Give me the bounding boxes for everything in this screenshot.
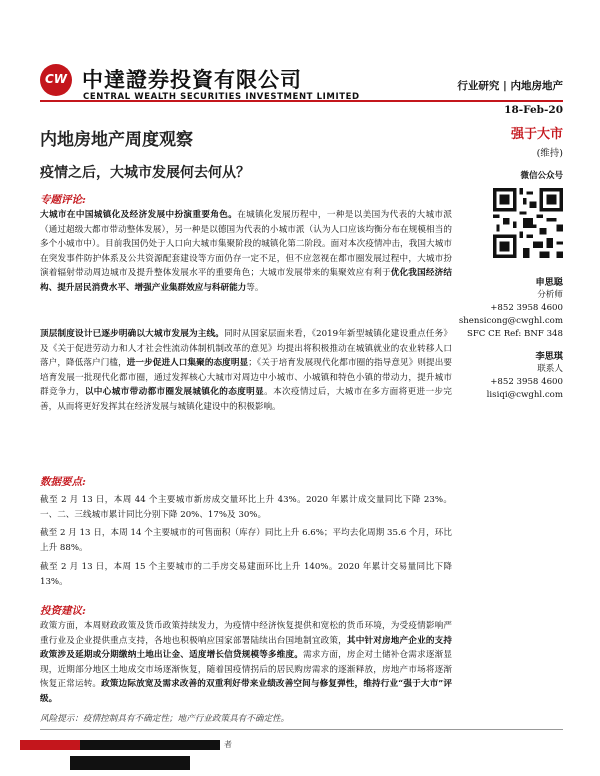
footer-redacted-black [80, 740, 220, 750]
p2-highlight: 进一步促进人口集聚的态度明显 [126, 358, 249, 369]
logo-text: CW [44, 72, 68, 86]
company-name-en: CENTRAL WEALTH SECURITIES INVESTMENT LIMITED [83, 92, 360, 102]
analyst-phone: +852 3958 4600 [490, 377, 563, 387]
report-subtitle: 疫情之后，大城市发展何去何从？ [40, 165, 250, 181]
p2-body: 同时从国家层面来看，《2019年新型城镇化建设重点任务》及《关于促进劳动力和人才社会性流动体制机制改革的意见》均提出将积极推动在城镇就业的农业转移人口落户，降低落户门槛， [40, 329, 452, 369]
p1-body: 在城镇化发展历程中，一种是以美国为代表的大城市派（通过超级大都市带动整体发展），另一种是以德国为代表的小城市派（认为人口应该均衡分布在规模相当的多个小城市中）。目前我国仍处于人口向大城市集聚阶段的城镇化第二阶段。面对本次疫情冲击，我国大城市在突发事件防护体系及公共资源配套建设等方面仍存一定不足，但不应忽视在都市圈发展过程中，大城市扮演着辐射带动周边城市及提升整体发展水平的重要角色；大城市发展带来的集聚效应有利于 [40, 210, 452, 279]
rating-sub: (维持) [536, 148, 563, 159]
invest-paragraph [40, 619, 452, 707]
report-date: 18-Feb-20 [504, 104, 563, 116]
data-point-3: 截至 2 月 13 日，本周 15 个主要城市的二手房交易建面环比上升 140%。2020 年累计交易量同比下降 13%。 [40, 562, 452, 587]
wechat-label: 微信公众号 [520, 171, 563, 181]
invest-conclusion: 政策边际放宽及需求改善的双重利好带来业绩改善空间与修复弹性，维持行业“强于大市”评级。 [40, 679, 452, 704]
footer-redacted-black-2 [70, 756, 190, 770]
qr-code-icon [493, 188, 563, 258]
section-head-data: 数据要点: [40, 476, 86, 488]
footer-divider [40, 729, 563, 730]
analyst-email[interactable]: shensicong@cwghl.com [458, 316, 563, 326]
section-head-invest: 投资建议: [40, 605, 86, 617]
footer-text: 者 [224, 740, 232, 749]
analyst-role: 分析师 [537, 290, 563, 300]
header-divider [40, 100, 563, 102]
analyst-cert: SFC CE Ref: BNF 348 [466, 329, 563, 339]
p1-end: 等。 [246, 282, 264, 293]
p1-lead: 大城市在中国城镇化及经济发展中扮演重要角色。 [40, 210, 238, 220]
invest-body: 政策方面，本周财政政策及货币政策持续发力，为疫情中经济恢复提供和宽松的货币环境，为受疫情影响严重行业及企业提供重点支持，各地也积极响应国家部署陆续出台国地制宜政策， [40, 621, 452, 646]
analyst-phone: +852 3958 4600 [490, 303, 563, 313]
topic-paragraph-2 [40, 327, 452, 415]
data-point-2: 截至 2 月 13 日，本周 14 个主要城市的可售面积（库存）同比上升 6.6%；平均去化周期 35.6 个月，环比上升 88%。 [40, 528, 452, 553]
p2-body-2: ；《关于培育发展现代化都市圈的指导意见》则提出要培育发展一批现代化都市圈，通过发挥核心大城市对周边中小城市、小城镇和特色小镇的带动力，提升城市群竞争力， [40, 358, 452, 398]
p2-lead: 顶层制度设计已逐步明确以大城市发展为主线。 [40, 329, 225, 339]
p2-end: 。本次疫情过后，大城市在多方面将更进一步完善，从而将更好发挥其在经济发展与城镇化建设中的积极影响。 [40, 387, 452, 412]
analyst-role: 联系人 [537, 364, 563, 374]
footer-redacted-red [20, 740, 80, 750]
section-head-topic: 专题评论: [40, 194, 86, 206]
analyst-name: 李思琪 [535, 351, 563, 362]
analyst-name: 申思聪 [535, 277, 563, 288]
company-logo [40, 64, 72, 96]
risk-disclaimer: 风险提示：疫情控制具有不确定性；地产行业政策具有不确定性。 [40, 714, 290, 724]
company-name-cn: 中達證券投資有限公司 [82, 68, 302, 92]
rating: 强于大市 [510, 127, 563, 142]
analyst-email[interactable]: lisiqi@cwghl.com [486, 390, 563, 400]
report-category: 行业研究 | 内地房地产 [457, 80, 563, 92]
data-point-1: 截至 2 月 13 日，本周 44 个主要城市新房成交量环比上升 43%。2020 年累计成交量同比下降 23%。一、二、三线城市累计同比分别下降 20%、17%及 30%。 [40, 495, 452, 520]
invest-body-2: 需求方面，房企对土储补仓需求逐渐显现，近期部分地区土地成交市场逐渐恢复，随着国疫情拐后的居民购房需求的逐渐释放，房地产市场将逐渐恢复正常运转。 [40, 650, 452, 690]
topic-paragraph-1 [40, 208, 452, 296]
p1-highlight: 优化我国经济结构、提升居民消费水平、增强产业集群效应与科研能力 [40, 268, 452, 293]
invest-highlight: 其中针对房地产企业的支持政策涉及延期或分期缴纳土地出让金、适度增长信贷规模等多维度。 [40, 635, 452, 661]
report-title: 内地房地产周度观察 [40, 130, 193, 150]
p2-highlight-2: 以中心城市带动都市圈发展城镇化的态度明显 [84, 387, 265, 398]
